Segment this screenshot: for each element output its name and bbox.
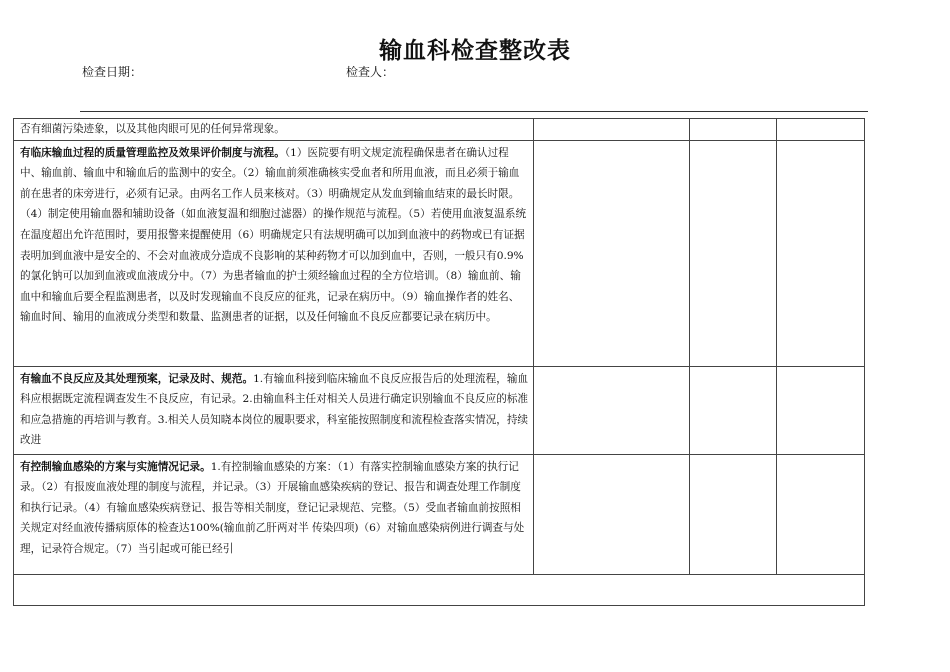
- remark-cell[interactable]: [777, 119, 865, 141]
- table-row: [14, 119, 865, 141]
- table-row: [14, 454, 865, 574]
- page-title: 输血科检查整改表: [379, 37, 571, 64]
- requirement-cell: [14, 119, 534, 141]
- check-result-cell[interactable]: [534, 140, 690, 366]
- requirement-cell: [14, 140, 534, 366]
- remark-cell[interactable]: [777, 454, 865, 574]
- inspector-label: 检查人：: [346, 65, 395, 79]
- table-row: [14, 574, 865, 605]
- requirement-lead: 有临床输血过程的质量管理监控及效果评价制度与流程。: [20, 146, 285, 159]
- rectification-cell[interactable]: [690, 140, 777, 366]
- remark-cell[interactable]: [777, 140, 865, 366]
- requirement-lead: 有控制输血感染的方案与实施情况记录。: [20, 460, 211, 473]
- inspection-date-label: 检查日期：: [82, 65, 143, 79]
- table-row: [14, 140, 865, 366]
- remark-cell[interactable]: [777, 366, 865, 454]
- requirement-text: （1）医院要有明文规定流程确保患者在确认过程中、输血前、输血中和输血后的监测中的安全。（2）输血前须准确核实受血者和所用血液，而且必须于输血前在患者的床旁进行，必须有记录。由两名工作人员来核对。（3）明确规定从发血到输血结束的最长时限。（4）制定使用输血器和辅助设备（如血液复温和细胞过滤器）的操作规范与流程。（5）若使用血液复温系统在温度超出允许范围时，要用报警来提醒使用（6）明确规定只有法规明确可以加到血液中的药物或已有证据表明加到血液中是安全的、不会对血液成分造成不良影响的某种药物才可以加到血中，否则，一般只有0.9%的氯化钠可以加到血液或血液成分中。（7）为患者输血的护士须经输血过程的全方位培训。（8）输血前、输血中和输血后要全程监测患者，以及时发现输血不良反应的征兆，记录在病历中。（9）输血操作者的姓名、输血时间、输用的血液成分类型和数量、监测患者的证据，以及任何输血不良反应都要记录在病历中。: [20, 146, 527, 324]
- table-row: [14, 366, 865, 454]
- requirement-cell: [14, 366, 534, 454]
- header-rule: [80, 111, 868, 112]
- requirement-text: 否有细菌污染迹象，以及其他肉眼可见的任何异常现象。: [20, 123, 285, 135]
- requirement-text: 1.有控制输血感染的方案：（1）有落实控制输血感染方案的执行记录。（2）有报废血液处理的制度与流程，并记录。（3）开展输血感染疾病的登记、报告和调查处理工作制度和执行记录。（4）有输血感染疾病登记、报告等相关制度，登记记录规范、完整。（5）受血者输血前按照相关规定对经血液传播病原体的检查达100%(输血前乙肝两对半 传染四项)（6）对输血感染病例进行调查与处理，记录符合规定。（7）当引起或可能已经引: [20, 460, 525, 555]
- rectification-cell[interactable]: [690, 119, 777, 141]
- requirement-cell: [14, 454, 534, 574]
- inspection-table: [13, 118, 865, 606]
- check-result-cell[interactable]: [534, 119, 690, 141]
- check-result-cell[interactable]: [534, 366, 690, 454]
- requirement-lead: 有输血不良反应及其处理预案，记录及时、规范。: [20, 372, 254, 385]
- rectification-cell[interactable]: [690, 366, 777, 454]
- requirement-text: 1.有输血科接到临床输血不良反应报告后的处理流程，输血科应根据既定流程调查发生不良反应，有记录。2.由输血科主任对相关人员进行确定识别输血不良反应的标准和应急措施的再培训与教育。3.相关人员知晓本岗位的履职要求，科室能按照制度和流程检查落实情况，持续改进: [20, 372, 529, 447]
- check-result-cell[interactable]: [534, 454, 690, 574]
- rectification-cell[interactable]: [690, 454, 777, 574]
- continuation-cell: [14, 574, 865, 605]
